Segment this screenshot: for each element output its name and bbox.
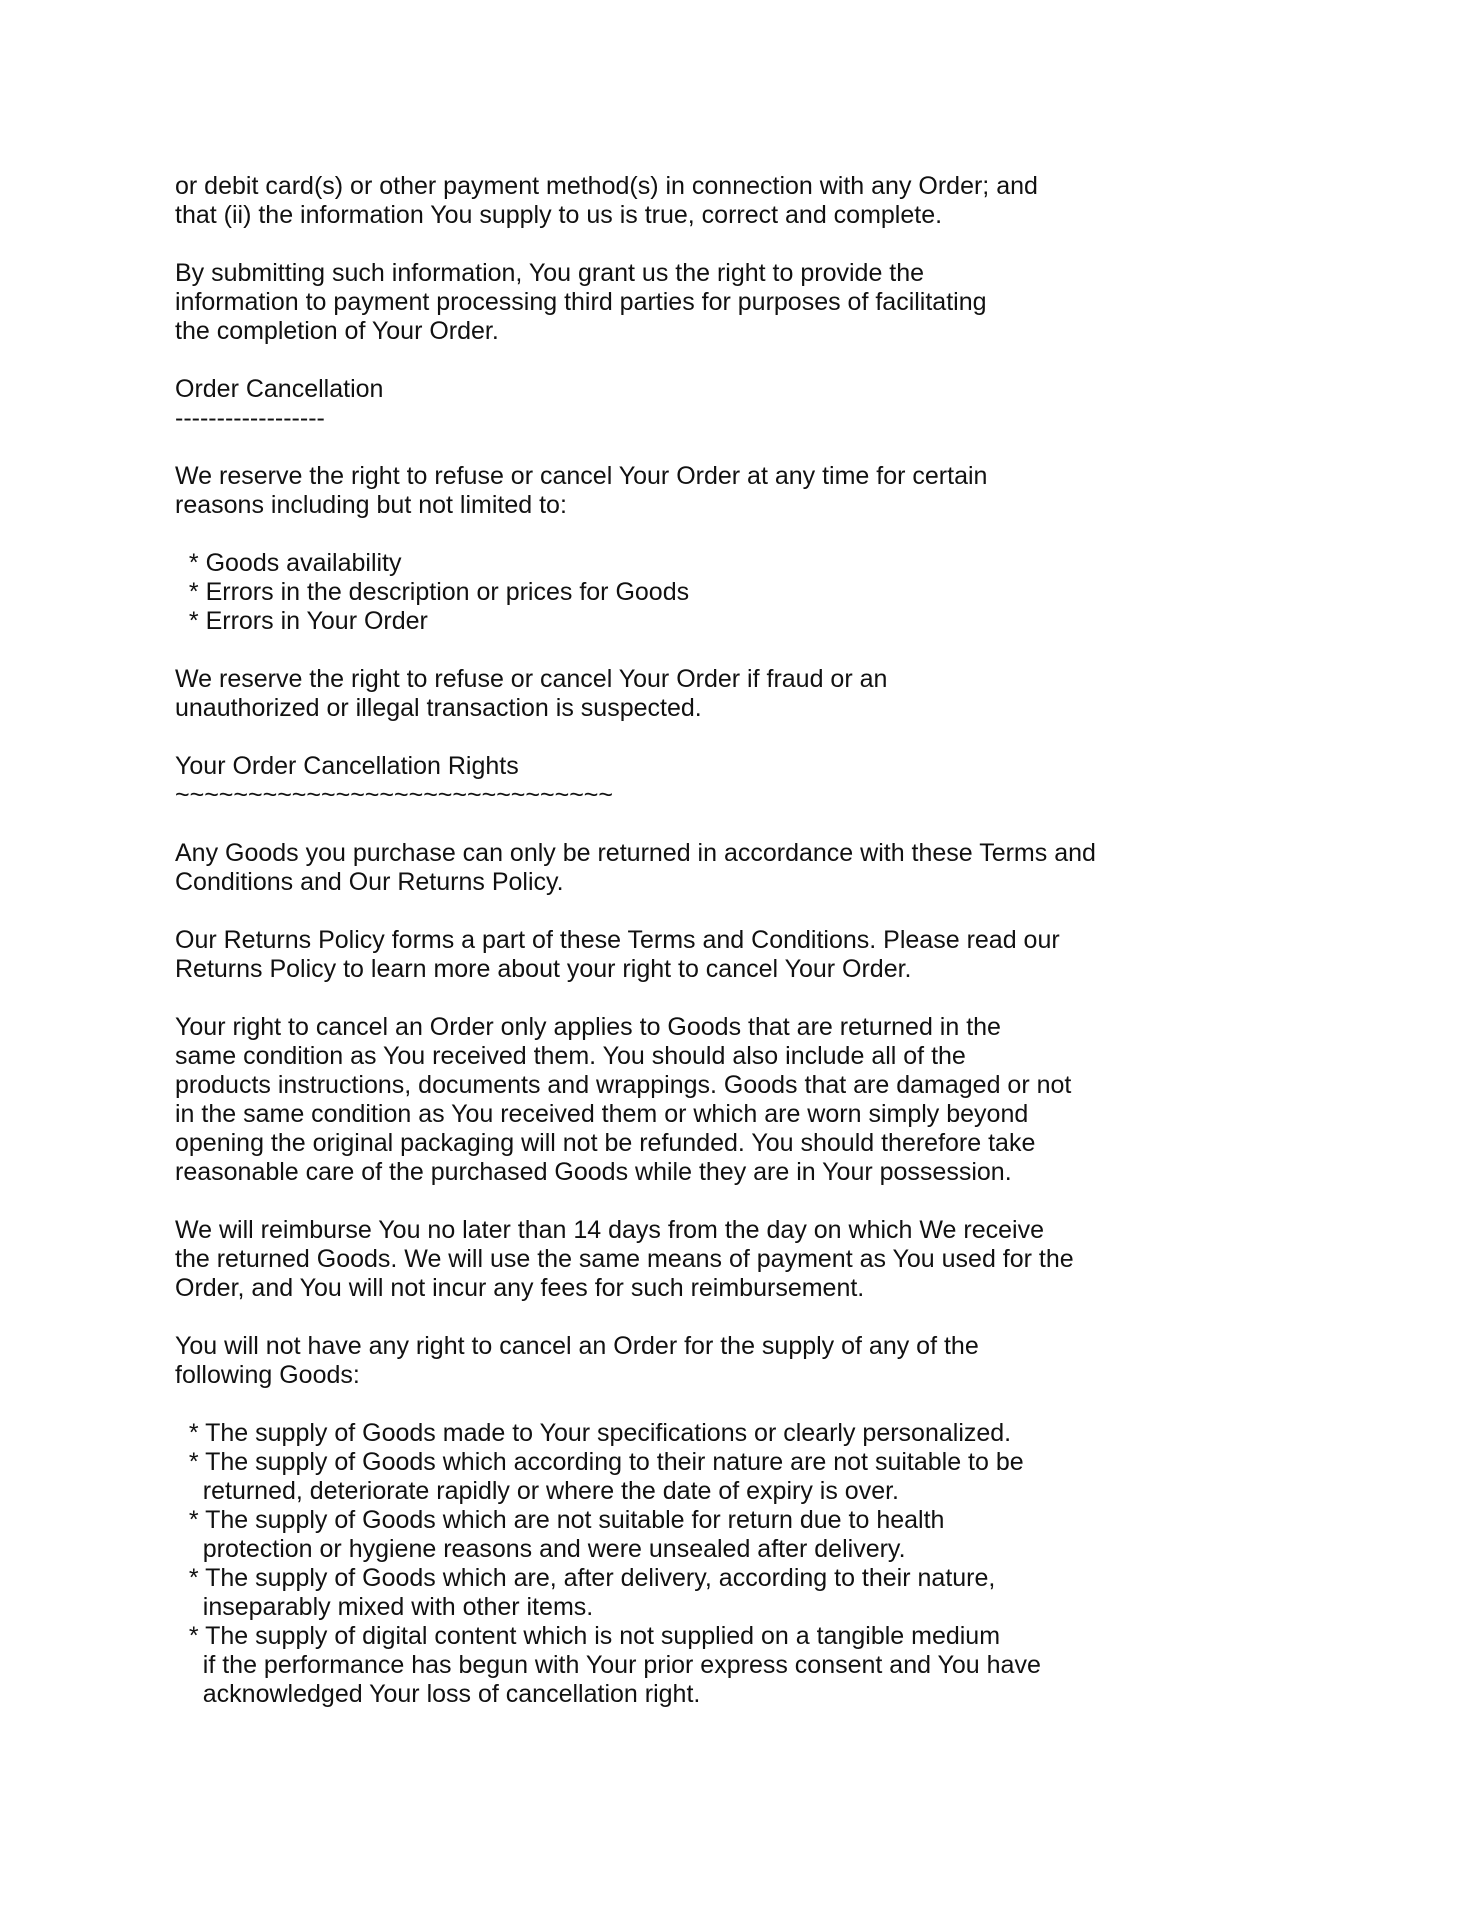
text-line: You will not have any right to cancel an Order for the supply of any of the [175,1332,979,1360]
paragraph-refuse-cancel [175,462,1375,520]
list-item-continuation: acknowledged Your loss of cancellation right. [175,1680,701,1708]
list-item: * The supply of Goods which according to their nature are not suitable to be [175,1448,1024,1476]
text-line: that (ii) the information You supply to us is true, correct and complete. [175,201,943,229]
text-line: reasons including but not limited to: [175,491,567,519]
text-line: the completion of Your Order. [175,317,499,345]
text-line: Returns Policy to learn more about your right to cancel Your Order. [175,955,912,983]
list-item: * Errors in Your Order [175,607,428,635]
list-item: * The supply of Goods made to Your specifications or clearly personalized. [175,1419,1012,1447]
text-line: Our Returns Policy forms a part of these Terms and Conditions. Please read our [175,926,1060,954]
text-line: in the same condition as You received them or which are worn simply beyond [175,1100,1029,1128]
heading-underline: ~~~~~~~~~~~~~~~~~~~~~~~~~~~~~~ [175,781,613,809]
bullet-list-excluded-goods [175,1419,1375,1709]
text-line: We will reimburse You no later than 14 days from the day on which We receive [175,1216,1044,1244]
text-line: unauthorized or illegal transaction is suspected. [175,694,702,722]
section-heading-cancellation-rights: Your Order Cancellation Rights [175,752,519,780]
text-line: information to payment processing third parties for purposes of facilitating [175,288,987,316]
text-line: Order, and You will not incur any fees for such reimbursement. [175,1274,865,1302]
text-line: We reserve the right to refuse or cancel Your Order if fraud or an [175,665,888,693]
text-line: Conditions and Our Returns Policy. [175,868,564,896]
document-page [175,172,1375,1709]
text-line: By submitting such information, You grant us the right to provide the [175,259,925,287]
bullet-list-cancel-reasons [175,549,1375,636]
list-item: * The supply of Goods which are, after delivery, according to their nature, [175,1564,996,1592]
list-item: * Errors in the description or prices for Goods [175,578,690,606]
text-line: products instructions, documents and wrappings. Goods that are damaged or not [175,1071,1072,1099]
text-line: same condition as You received them. You should also include all of the [175,1042,966,1070]
list-item: * The supply of digital content which is not supplied on a tangible medium [175,1622,1001,1650]
list-item-continuation: if the performance has begun with Your prior express consent and You have [175,1651,1041,1679]
text-line: the returned Goods. We will use the same means of payment as You used for the [175,1245,1074,1273]
list-item-continuation: returned, deteriorate rapidly or where the date of expiry is over. [175,1477,899,1505]
section-heading-order-cancellation: Order Cancellation [175,375,384,403]
text-line: reasonable care of the purchased Goods while they are in Your possession. [175,1158,1012,1186]
text-line: opening the original packaging will not be refunded. You should therefore take [175,1129,1036,1157]
list-item: * Goods availability [175,549,402,577]
paragraph-returns-policy [175,926,1375,984]
paragraph-right-to-cancel [175,1013,1375,1187]
text-line: Your right to cancel an Order only applies to Goods that are returned in the [175,1013,1001,1041]
list-item-continuation: protection or hygiene reasons and were unsealed after delivery. [175,1535,906,1563]
paragraph-payment-info [175,172,1375,230]
text-line: Any Goods you purchase can only be returned in accordance with these Terms and [175,839,1096,867]
text-line: following Goods: [175,1361,360,1389]
text-line: We reserve the right to refuse or cancel Your Order at any time for certain [175,462,988,490]
heading-underline: ------------------ [175,404,325,432]
paragraph-submitting-info [175,259,1375,346]
list-item-continuation: inseparably mixed with other items. [175,1593,594,1621]
paragraph-fraud [175,665,1375,723]
paragraph-reimbursement [175,1216,1375,1303]
paragraph-no-right-to-cancel [175,1332,1375,1390]
list-item: * The supply of Goods which are not suitable for return due to health [175,1506,945,1534]
paragraph-returns-accordance [175,839,1375,897]
text-line: or debit card(s) or other payment method(s) in connection with any Order; and [175,172,1038,200]
